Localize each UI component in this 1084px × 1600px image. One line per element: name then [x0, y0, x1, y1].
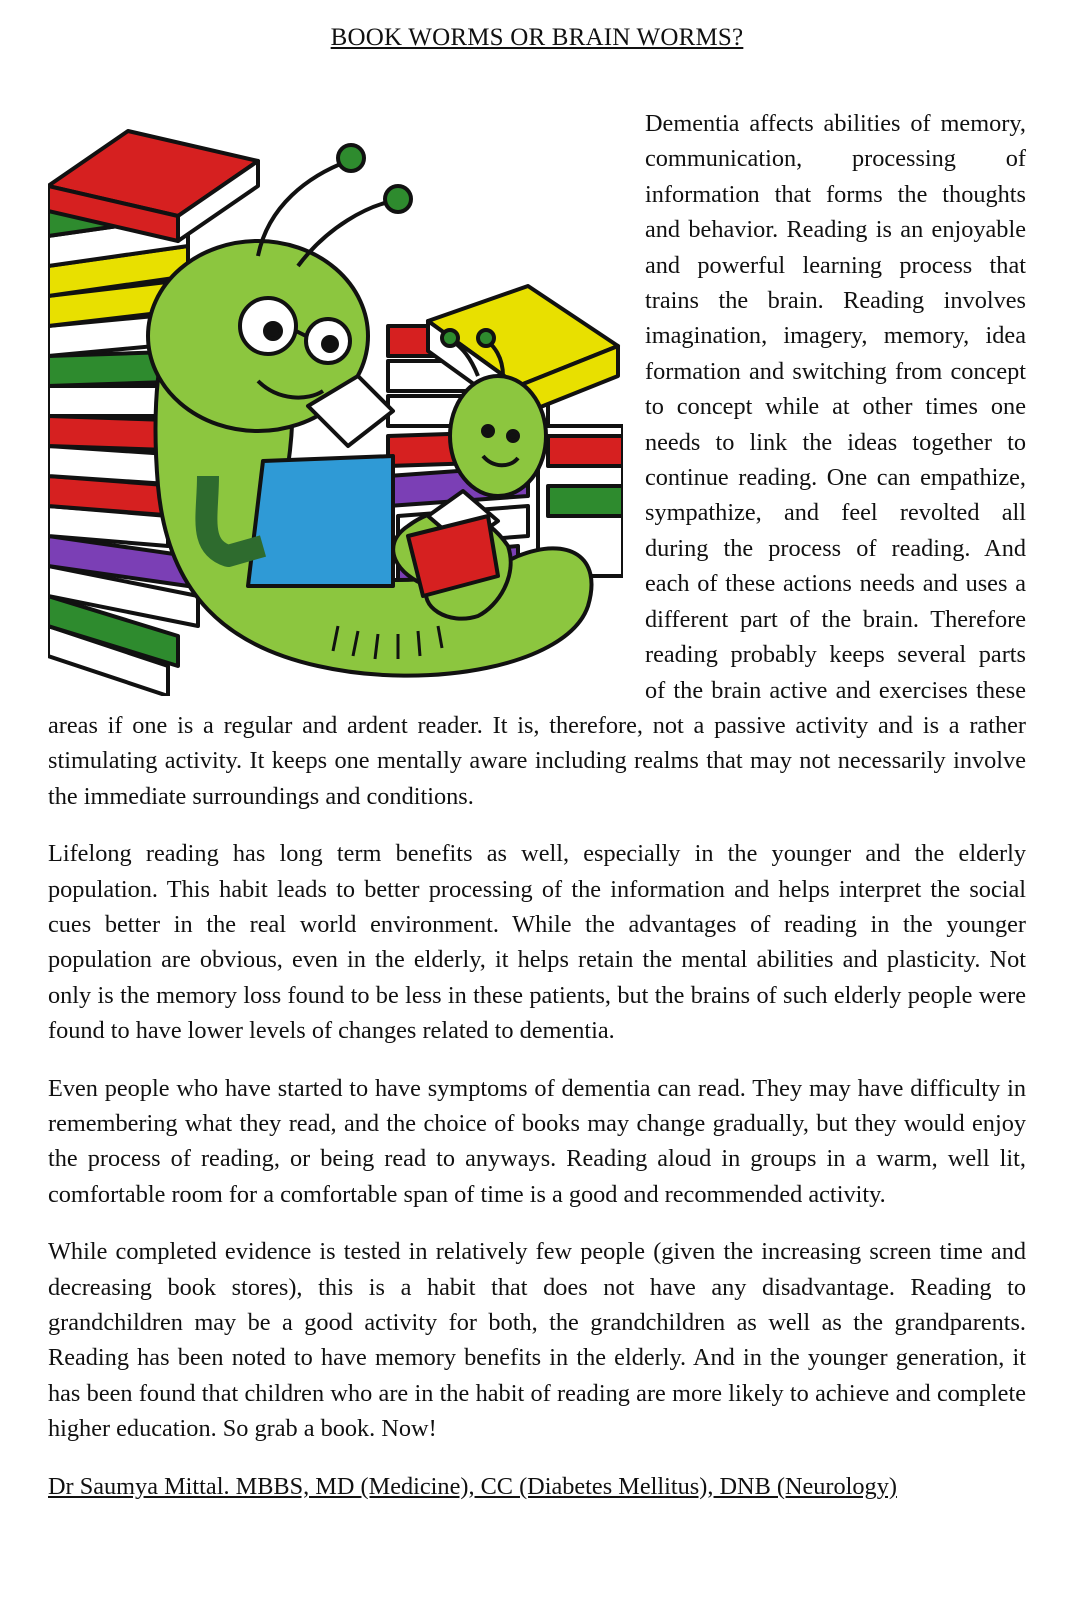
- bookworms-reading-illustration: [48, 106, 623, 696]
- author-credit: Dr Saumya Mittal. MBBS, MD (Medicine), CC (Diabetes Mellitus), DNB (Neurology): [48, 1472, 897, 1500]
- paragraph-2: Lifelong reading has long term benefits as well, especially in the younger and the elderly population. This habit leads to better processing of the information and helps interpret the social cues better in the real world environment. While the advantages of reading in the younger population are obvious, even in the elderly, it helps retain the mental abilities and plasticity. Not only is the memory loss found to be less in these patients, but the brains of such elderly people were found to have lower levels of changes related to dementia.: [48, 840, 1026, 1045]
- page-title: BOOK WORMS OR BRAIN WORMS?: [330, 24, 744, 51]
- paragraph-3: Even people who have started to have symptoms of dementia can read. They may have difficulty in remembering what they read, and the choice of books may change gradually, but they would enjoy the process of reading, or being read to anyways. Reading aloud in groups in a warm, well lit, comfortable room for a comfortable span of time is a good and recommended activity.: [48, 1074, 1026, 1208]
- paragraph-1: Dementia affects abilities of memory, communication, processing of information that forms the thoughts and behavior. Reading is an enjoyable and powerful learning process that trains the brain. Reading involves imagination, imagery, memory, idea formation and switching from concept to concept while at other times one needs to link the ideas together to continue reading. One can empathize, sympathize, and feel revolted all during the process of reading. And each of these actions needs and uses a different part of the brain. Therefore reading probably keeps several parts of the brain active and exercises these areas if one is a regular and ardent reader. It is, therefore, not a passive activity and is a rather stimulating activity. It keeps one mentally aware including realms that may not necessarily involve the immediate surroundings and conditions.: [48, 110, 1026, 810]
- paragraph-4: While completed evidence is tested in relatively few people (given the increasing screen time and decreasing book stores), this is a habit that does not have any disadvantage. Reading to grandchildren may be a good activity for both, the grandchildren as well as the grandparents. Reading has been noted to have memory benefits in the elderly. And in the younger generation, it has been found that children who are in the habit of reading are more likely to achieve and complete higher education. So grab a book. Now!: [48, 1238, 1026, 1443]
